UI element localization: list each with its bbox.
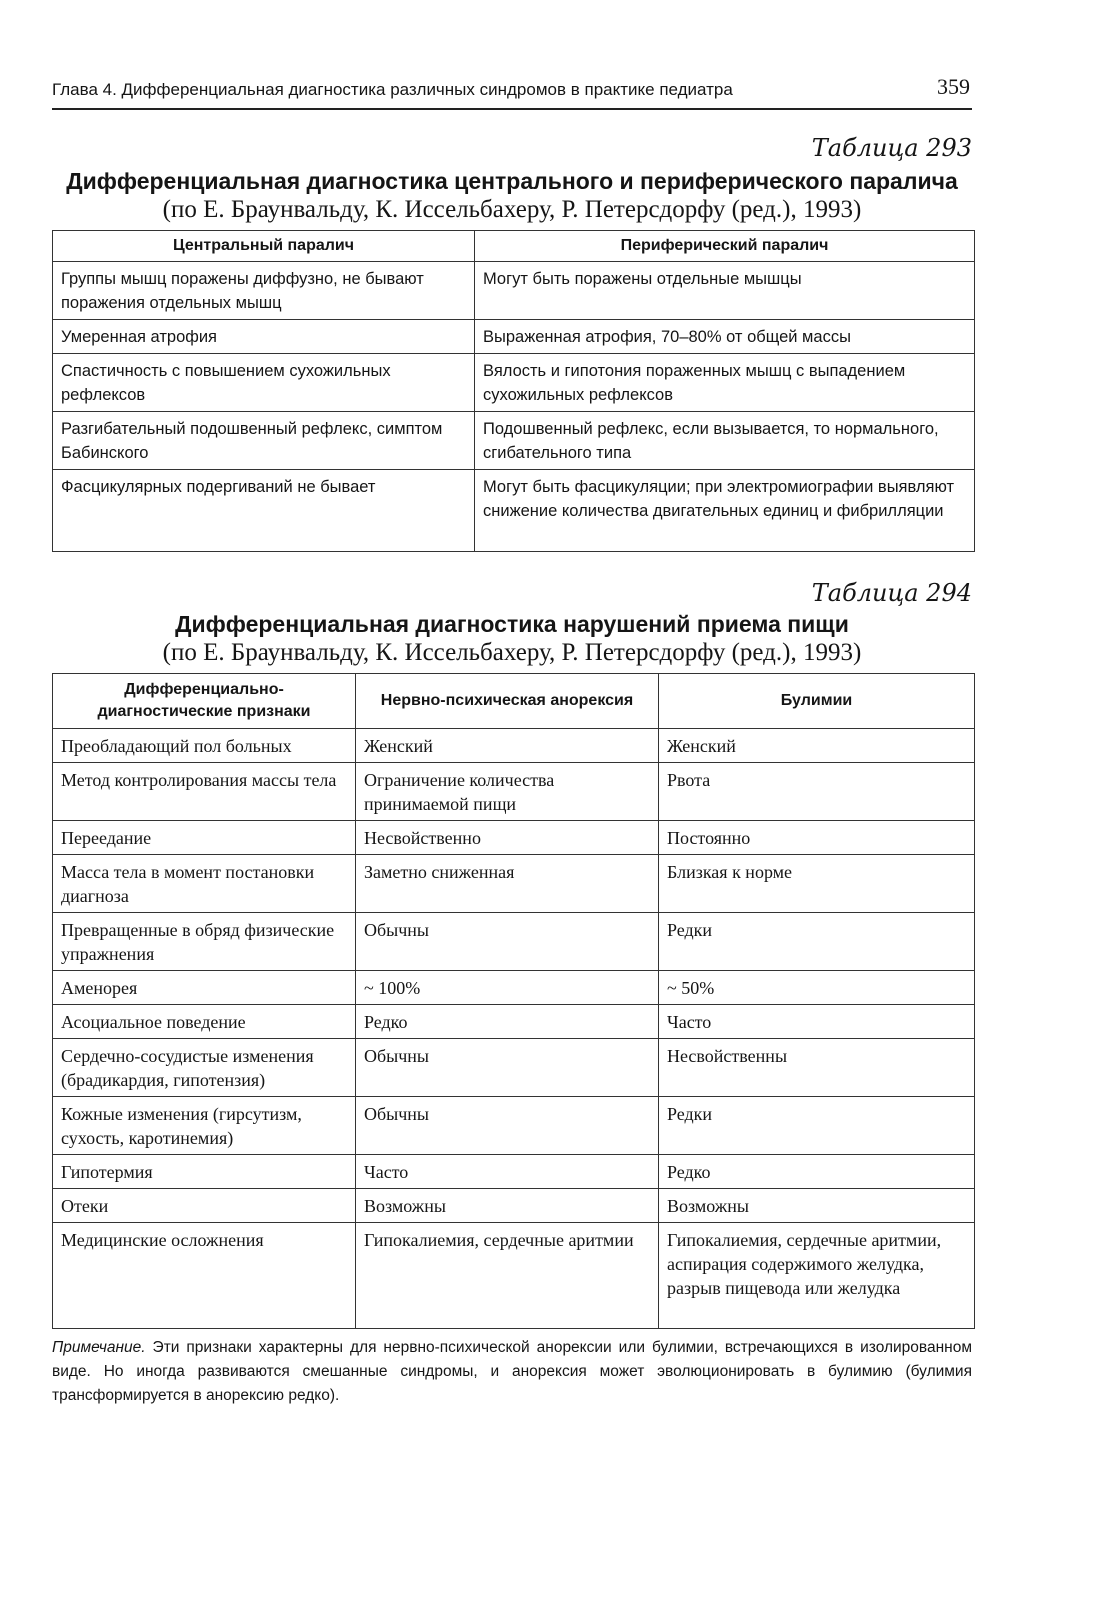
table-cell: Вялость и гипотония пораженных мышц с выпадением сухожильных рефлексов [475, 354, 975, 412]
table-cell: Часто [659, 1005, 975, 1039]
table-cell: Редко [659, 1155, 975, 1189]
table-cell: Обычны [356, 913, 659, 971]
table-294-source: (по Е. Браунвальду, К. Иссельбахеру, Р. Петерсдорфу (ред.), 1993) [162, 639, 862, 666]
table-cell: Превращенные в обряд физические упражнения [53, 913, 356, 971]
table-cell: ~ 100% [356, 971, 659, 1005]
table-cell: Женский [356, 729, 659, 763]
table-cell: Выраженная атрофия, 70–80% от общей массы [475, 320, 975, 354]
table-cell: Постоянно [659, 821, 975, 855]
table-cell: Гипокалиемия, сердечные аритмии, аспирация содержимого желудка, разрыв пищевода или желудка [659, 1223, 975, 1329]
table-cell: Редко [356, 1005, 659, 1039]
table-cell: Возможны [659, 1189, 975, 1223]
table-cell: Редки [659, 913, 975, 971]
table-293 [52, 230, 975, 552]
table-row [53, 821, 975, 855]
table-row [53, 763, 975, 821]
table-cell: Подошвенный рефлекс, если вызывается, то нормального, сгибательного типа [475, 412, 975, 470]
table-row [53, 354, 975, 412]
table-cell: Несвойственны [659, 1039, 975, 1097]
table-row [53, 1223, 975, 1329]
table-294-title: Дифференциальная диагностика нарушений приема пищи [175, 611, 849, 637]
table-cell: Редки [659, 1097, 975, 1155]
table-cell: Возможны [356, 1189, 659, 1223]
table-row [53, 262, 975, 320]
table-cell: Умеренная атрофия [53, 320, 475, 354]
chapter-title: Глава 4. Дифференциальная диагностика различных синдромов в практике педиатра [52, 80, 733, 99]
note-label: Примечание. [52, 1339, 146, 1356]
table-cell: Близкая к норме [659, 855, 975, 913]
table-cell: Заметно сниженная [356, 855, 659, 913]
table-row [53, 1005, 975, 1039]
table-cell: ~ 50% [659, 971, 975, 1005]
table-cell: Группы мышц поражены диффузно, не бывают поражения отдельных мышц [53, 262, 475, 320]
table-294-number: Таблица 294 [811, 579, 972, 607]
table-cell: Масса тела в момент постановки диагноза [53, 855, 356, 913]
table-cell: Рвота [659, 763, 975, 821]
column-header: Дифференциально-диагностические признаки [53, 674, 356, 729]
table-row [53, 729, 975, 763]
table-row [53, 971, 975, 1005]
page-number: 359 [937, 74, 970, 99]
running-head [52, 74, 972, 110]
table-cell: Отеки [53, 1189, 356, 1223]
table-cell: Преобладающий пол больных [53, 729, 356, 763]
table-row [53, 320, 975, 354]
table-cell: Часто [356, 1155, 659, 1189]
table-row [53, 1097, 975, 1155]
table-row [53, 1155, 975, 1189]
column-header: Булимии [659, 674, 975, 729]
table-294 [52, 673, 975, 1329]
table-cell: Могут быть фасцикуляции; при электромиографии выявляют снижение количества двигательных единиц и фибрилляции [475, 470, 975, 552]
table-row [53, 913, 975, 971]
table-293-number: Таблица 293 [811, 134, 972, 162]
table-row [53, 1189, 975, 1223]
table-293-source: (по Е. Браунвальду, К. Иссельбахеру, Р. Петерсдорфу (ред.), 1993) [162, 196, 862, 223]
table-cell: Гипокалиемия, сердечные аритмии [356, 1223, 659, 1329]
table-cell: Обычны [356, 1039, 659, 1097]
table-note [52, 1336, 972, 1408]
column-header: Нервно-психическая анорексия [356, 674, 659, 729]
table-cell: Переедание [53, 821, 356, 855]
table-row [53, 855, 975, 913]
table-cell: Метод контролирования массы тела [53, 763, 356, 821]
table-row [53, 412, 975, 470]
column-header: Центральный паралич [53, 231, 475, 262]
table-cell: Асоциальное поведение [53, 1005, 356, 1039]
table-cell: Могут быть поражены отдельные мышцы [475, 262, 975, 320]
note-text: Эти признаки характерны для нервно-психической анорексии или булимии, встречающихся в изолированном виде. Но иногда развиваются смешанные синдромы, и анорексия может эволюционировать в булимию (булимия трансформируется в анорексию редко). [52, 1339, 972, 1404]
table-cell: Гипотермия [53, 1155, 356, 1189]
table-cell: Медицинские осложнения [53, 1223, 356, 1329]
table-cell: Разгибательный подошвенный рефлекс, симптом Бабинского [53, 412, 475, 470]
table-cell: Аменорея [53, 971, 356, 1005]
column-header: Периферический паралич [475, 231, 975, 262]
table-header-row [53, 231, 975, 262]
table-cell: Женский [659, 729, 975, 763]
table-cell: Фасцикулярных подергиваний не бывает [53, 470, 475, 552]
table-row [53, 470, 975, 552]
table-cell: Несвойственно [356, 821, 659, 855]
table-cell: Обычны [356, 1097, 659, 1155]
table-header-row [53, 674, 975, 729]
table-cell: Ограничение количества принимаемой пищи [356, 763, 659, 821]
table-row [53, 1039, 975, 1097]
table-cell: Кожные изменения (гирсутизм, сухость, каротинемия) [53, 1097, 356, 1155]
table-293-title: Дифференциальная диагностика центрального и периферического паралича [66, 168, 958, 194]
table-cell: Спастичность с повышением сухожильных рефлексов [53, 354, 475, 412]
table-cell: Сердечно-сосудистые изменения (брадикардия, гипотензия) [53, 1039, 356, 1097]
